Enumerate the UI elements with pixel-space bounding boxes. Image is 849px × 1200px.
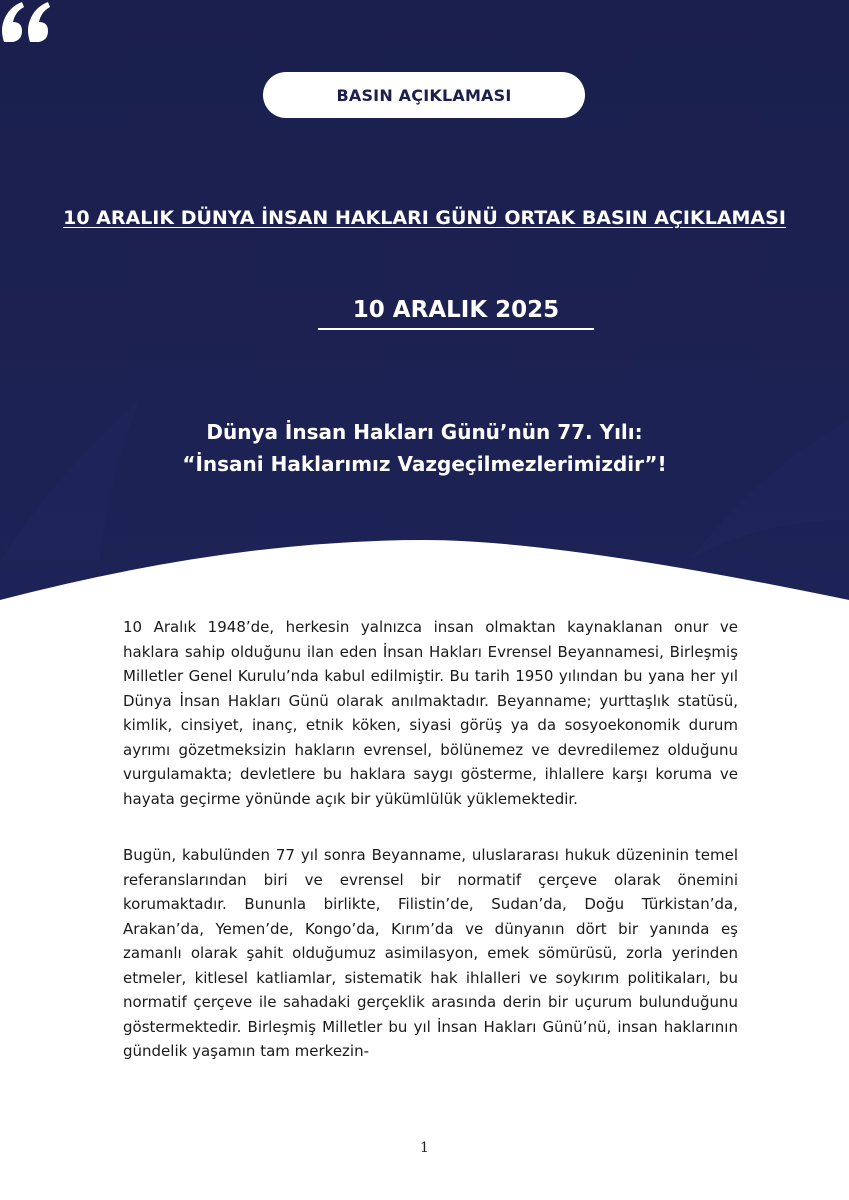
subtitle [60, 416, 789, 480]
subtitle-line-2: “İnsani Haklarımız Vazgeçilmezlerimizdir”! [182, 452, 667, 476]
page-number: 1 [420, 1140, 429, 1156]
release-date: 10 ARALIK 2025 [318, 292, 594, 330]
quote-icon [0, 0, 54, 42]
body-text [123, 615, 738, 1096]
paragraph: Bugün, kabulünden 77 yıl sonra Beyanname, uluslararası hukuk düzeninin temel referanslarından biri ve evrensel bir normatif çerçeve olarak önemini korumaktadır. Bununla birlikte, Filistin’de, Sudan’da, Doğu Türkistan’da, Arakan’da, Yemen’de, Kongo’da, Kırım’da ve dünyanın dört bir yanında eş zamanlı olarak şahit olduğumuz asimilasyon, emek sömürüsü, zorla yerinden etmeler, kitlesel katliamlar, sistematik hak ihlalleri ve soykırım politikaları, bu normatif çerçeve ile sahadaki gerçeklik arasında derin bir uçurum bulunduğunu göstermektedir. Birleşmiş Milletler bu yıl İnsan Hakları Günü’nü, insan haklarının gündelik yaşamın tam merkezin- [123, 846, 738, 1060]
press-release-label: BASIN AÇIKLAMASI [263, 72, 585, 118]
subtitle-line-1: Dünya İnsan Hakları Günü’nün 77. Yılı: [206, 420, 643, 444]
page-title: 10 ARALIK DÜNYA İNSAN HAKLARI GÜNÜ ORTAK BASIN AÇIKLAMASI [63, 207, 786, 229]
paragraph: 10 Aralık 1948’de, herkesin yalnızca insan olmaktan kaynaklanan onur ve haklara sahip olduğunu ilan eden İnsan Hakları Evrensel Beyannamesi, Birleşmiş Milletler Genel Kurulu’nda kabul edilmiştir. Bu tarih 1950 yılından bu yana her yıl Dünya İnsan Hakları Günü olarak anılmaktadır. Beyanname; yurttaşlık statüsü, kimlik, cinsiyet, inanç, etnik köken, siyasi görüş ya da sosyoekonomik durum ayrımı gözetmeksizin hakların evrensel, bölünemez ve devredilemez olduğunu vurgulamakta; devletlere bu haklara saygı gösterme, ihlallere karşı koruma ve hayata geçirme yönünde açık bir yükümlülük yüklemektedir. [123, 618, 738, 808]
